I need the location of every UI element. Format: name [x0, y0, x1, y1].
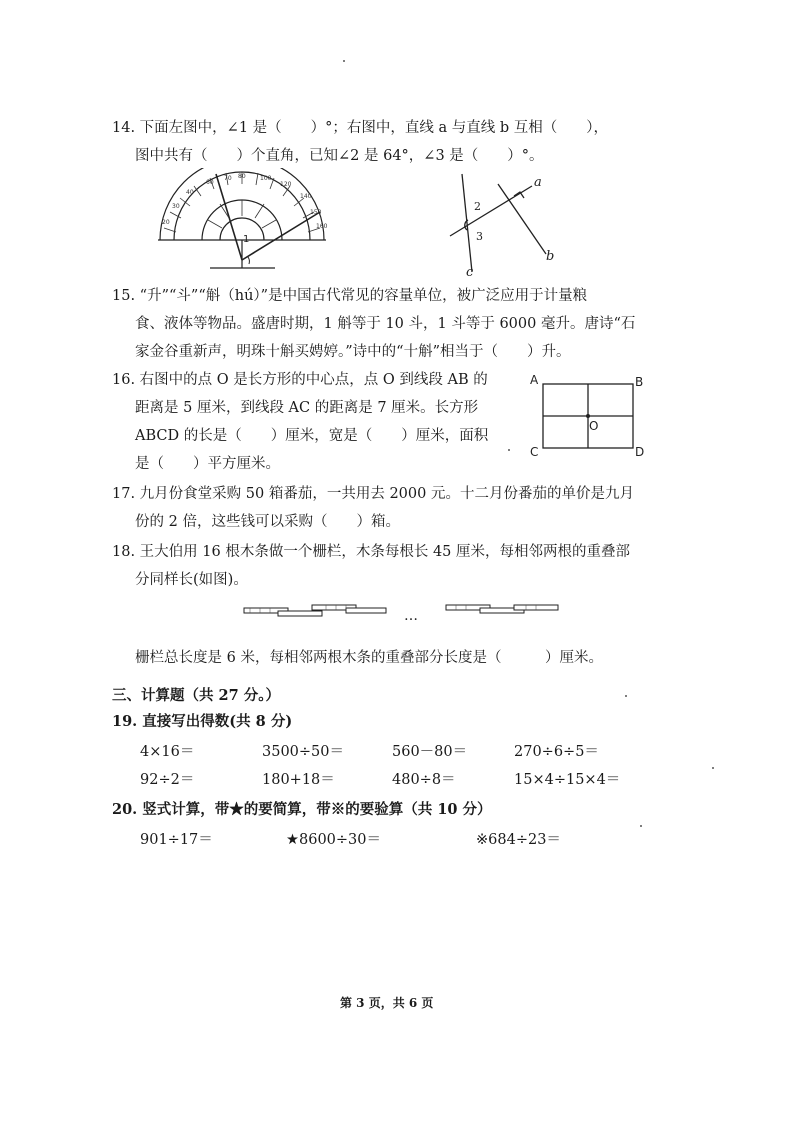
fence-figure	[240, 598, 565, 624]
scan-speck	[640, 825, 642, 827]
scan-speck	[712, 767, 714, 769]
q19-item: 3500÷50＝	[262, 744, 345, 760]
point-c-label: C	[530, 445, 539, 459]
q19-title: 19. 直接写出得数(共 8 分)	[112, 713, 293, 730]
q15-line1: 15. “升”“斗”“斛（hú）”是中国古代常见的容量单位，被广泛应用于计量粮	[112, 288, 588, 304]
svg-text:60: 60	[206, 179, 214, 186]
point-a-label: A	[530, 373, 539, 387]
scan-speck	[508, 449, 510, 451]
q17-line1: 17. 九月份食堂采购 50 箱番茄，一共用去 2000 元。十二月份番茄的单价是九月	[112, 486, 634, 502]
q19-item: 92÷2＝	[140, 772, 195, 788]
q20-item: ★8600÷30＝	[286, 832, 382, 848]
lines-figure	[440, 168, 560, 278]
q18-line1: 18. 王大伯用 16 根木条做一个栅栏，木条每根长 45 厘米，每相邻两根的重叠部	[112, 544, 631, 560]
page-footer: 第 3 页，共 6 页	[340, 996, 434, 1010]
angle-3-label: 3	[476, 230, 483, 243]
fence-ellipsis: …	[404, 608, 418, 624]
q14-line1: 14. 下面左图中，∠1 是（ ）°；右图中，直线 a 与直线 b 互相（ ），	[112, 120, 609, 136]
svg-text:120: 120	[280, 181, 292, 188]
svg-text:30: 30	[172, 203, 180, 210]
q18-line3: 栅栏总长度是 6 米，每相邻两根木条的重叠部分长度是（ ）厘米。	[135, 650, 603, 666]
q19-item: 270÷6÷5＝	[514, 744, 599, 760]
svg-text:140: 140	[300, 193, 312, 200]
q16-line2: 距离是 5 厘米，到线段 AC 的距离是 7 厘米。长方形	[135, 400, 479, 416]
q20-item: ※684÷23＝	[476, 832, 561, 848]
section3-title: 三、计算题（共 27 分。）	[112, 687, 281, 704]
angle-1-label: 1	[243, 234, 250, 245]
svg-text:150: 150	[310, 209, 322, 216]
point-d-label: D	[635, 445, 645, 459]
svg-text:20: 20	[162, 219, 170, 226]
point-o-label: O	[589, 419, 599, 433]
q19-item: 560－80＝	[392, 744, 468, 760]
q17-line2: 份的 2 倍，这些钱可以采购（ ）箱。	[135, 514, 400, 530]
svg-text:40: 40	[186, 189, 194, 196]
angle-2-label: 2	[474, 200, 481, 213]
q15-line2: 食、液体等物品。盛唐时期，1 斛等于 10 斗，1 斗等于 6000 毫升。唐诗“石	[135, 316, 636, 332]
q18-line2: 分同样长(如图)。	[135, 572, 248, 588]
q16-line3: ABCD 的长是（ ）厘米，宽是（ ）厘米，面积	[135, 428, 489, 444]
q19-item: 4×16＝	[140, 744, 195, 760]
scan-speck	[343, 60, 345, 62]
line-c-label: c	[466, 265, 474, 278]
svg-text:160: 160	[316, 223, 328, 230]
svg-text:100: 100	[260, 175, 272, 182]
rectangle-figure	[525, 370, 650, 460]
q16-line1: 16. 右图中的点 O 是长方形的中心点，点 O 到线段 AB 的	[112, 372, 488, 388]
q19-item: 15×4÷15×4＝	[514, 772, 621, 788]
q19-item: 480÷8＝	[392, 772, 456, 788]
q15-line3: 家金谷重新声，明珠十斛买娉婷。”诗中的“十斛”相当于（ ）升。	[135, 344, 571, 360]
q19-item: 180+18＝	[262, 772, 335, 788]
point-b-label: B	[635, 375, 644, 389]
svg-text:70: 70	[224, 175, 232, 182]
q20-title: 20. 竖式计算，带★的要简算，带※的要验算（共 10 分）	[112, 801, 492, 818]
q20-item: 901÷17＝	[140, 832, 213, 848]
q16-line4: 是（ ）平方厘米。	[135, 456, 280, 472]
line-b-label: b	[546, 249, 555, 264]
q14-line2: 图中共有（ ）个直角，已知∠2 是 64°，∠3 是（ ）°。	[135, 148, 544, 164]
protractor-figure	[150, 168, 335, 273]
svg-text:80: 80	[238, 173, 246, 180]
scan-speck	[625, 695, 627, 697]
line-a-label: a	[534, 175, 542, 190]
